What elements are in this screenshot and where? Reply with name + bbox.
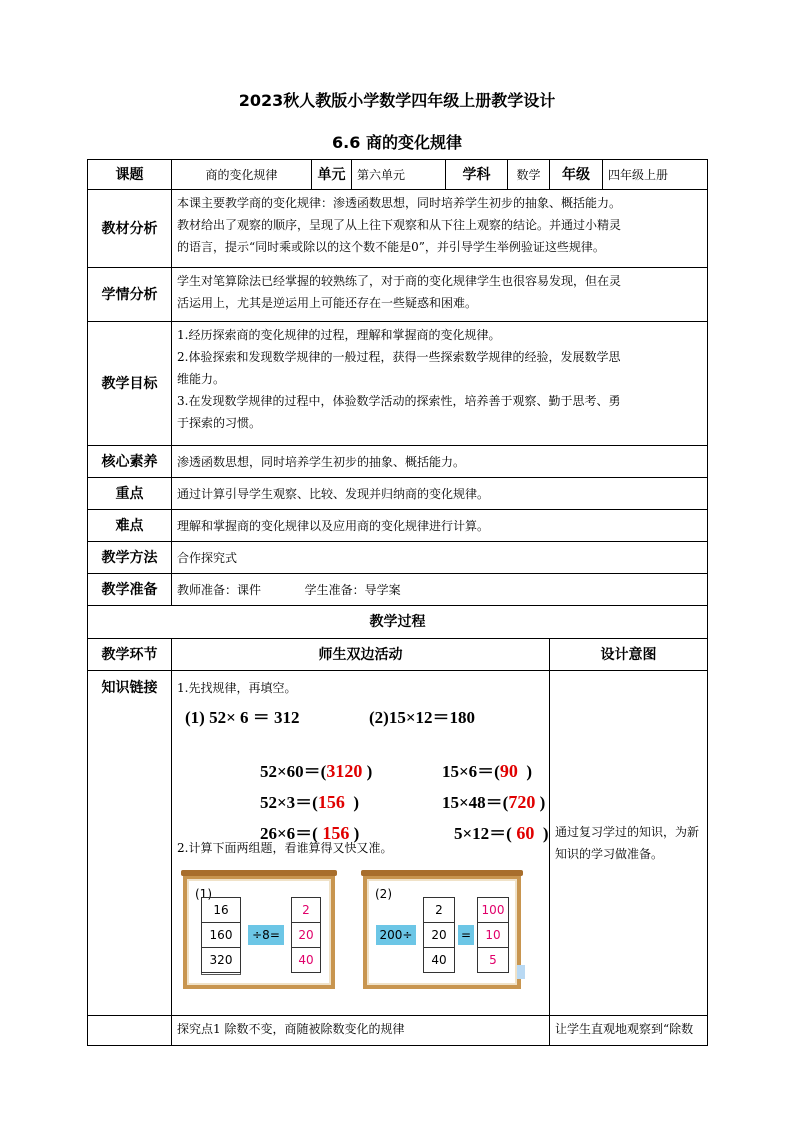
col-activity: 师生双边活动 — [172, 639, 550, 671]
row-label: 核心素养 — [88, 446, 172, 478]
row-content — [172, 268, 708, 322]
grade-label: 年级 — [550, 160, 603, 190]
equation-row — [177, 769, 546, 812]
unit-label: 单元 — [312, 160, 352, 190]
row-content — [172, 322, 708, 446]
number-cell: 160 — [201, 922, 241, 948]
answer: 156 — [317, 823, 350, 843]
answer: 720 — [508, 792, 536, 812]
answer: 90 — [499, 761, 518, 781]
question-1: 1.先找规律，再填空。 — [177, 681, 297, 695]
number-cell: 40 — [423, 947, 455, 973]
picture-tag: (1) — [195, 887, 212, 901]
paren: ) — [534, 824, 549, 843]
number-cell: 16 — [201, 897, 241, 923]
row-content: 渗透函数思想，同时培养学生初步的抽象、概括能力。 — [172, 446, 708, 478]
paren: ) — [517, 762, 533, 781]
equation-right: 15×48＝( — [442, 793, 509, 812]
equation-right: 15×6＝( — [442, 762, 500, 781]
row-student-analysis — [88, 268, 708, 322]
text-line: 的语言，提示“同时乘或除以的这个数不能是0”，并引导学生举例验证这些规律。 — [177, 240, 605, 254]
result-cell: 5 — [477, 947, 509, 973]
text-line: 本课主要教学商的变化规律：渗透函数思想，同时培养学生初步的抽象、概括能力。 — [177, 196, 622, 210]
number-cell: 2 — [423, 897, 455, 923]
row-label: 难点 — [88, 510, 172, 542]
row-content: 通过计算引导学生观察、比较、发现并归纳商的变化规律。 — [172, 478, 708, 510]
equation-row — [177, 800, 549, 843]
paren: ) — [349, 824, 360, 843]
result-cell: 20 — [291, 922, 321, 948]
equation-row — [177, 738, 544, 781]
row-difficulty — [88, 510, 708, 542]
pictures-area — [177, 869, 544, 989]
subject-label: 学科 — [446, 160, 508, 190]
text-line: 维能力。 — [177, 372, 226, 386]
text-line: 于探索的习惯。 — [177, 416, 262, 430]
row-content: 理解和掌握商的变化规律以及应用商的变化规律进行计算。 — [172, 510, 708, 542]
text-line: 1.经历探索商的变化规律的过程，理解和掌握商的变化规律。 — [177, 328, 501, 342]
200-divide-sign: 200÷ — [375, 924, 417, 946]
frame-top — [361, 870, 523, 876]
lesson-plan-table — [87, 159, 708, 1046]
result-cell: 40 — [291, 947, 321, 973]
process-columns-row — [88, 639, 708, 671]
equation-right: 5×12＝( — [454, 824, 512, 843]
text-line: 通过复习学过的知识，为新 — [555, 825, 700, 839]
grade-value: 四年级上册 — [603, 160, 708, 190]
knowledge-intent — [550, 671, 708, 1016]
empty-cell — [88, 1016, 172, 1046]
text-line: 教材给出了观察的顺序，呈现了从上往下观察和从下往上观察的结论。并通过小精灵 — [177, 218, 622, 232]
number-cell: 20 — [423, 922, 455, 948]
teacher-prep: 教师准备：课件 — [177, 582, 262, 597]
paren: ) — [535, 793, 546, 812]
text-line: 学生对笔算除法已经掌握的较熟练了，对于商的变化规律学生也很容易发现，但在灵 — [177, 274, 622, 288]
paren: ) — [362, 762, 373, 781]
result-cell: 100 — [477, 897, 509, 923]
exercise-picture-2 — [363, 875, 521, 989]
knowledge-content — [172, 671, 550, 1016]
text-line: 3.在发现数学规律的过程中，体验数学活动的探索性，培养善于观察、勤于思考、勇 — [177, 394, 621, 408]
topic-label: 课题 — [88, 160, 172, 190]
row-knowledge-link — [88, 671, 708, 1016]
result-cell: 2 — [291, 897, 321, 923]
process-header: 教学过程 — [88, 606, 708, 639]
row-content — [172, 574, 708, 606]
subject-value: 数学 — [508, 160, 550, 190]
row-label: 教学准备 — [88, 574, 172, 606]
divide-by-8-sign: ÷8= — [247, 924, 285, 946]
paren: ) — [344, 793, 360, 812]
decoration — [517, 965, 525, 979]
equation-left: 52×60＝( — [260, 762, 327, 781]
equation-right: (2)15×12＝180 — [369, 708, 476, 727]
topic-value: 商的变化规律 — [172, 160, 312, 190]
row-content: 合作探究式 — [172, 542, 708, 574]
frame-top — [181, 870, 337, 876]
text-line: 2.体验探索和发现数学规律的一般过程，获得一些探索数学规律的经验，发展数学思 — [177, 350, 621, 364]
row-textbook-analysis — [88, 190, 708, 268]
student-prep: 学生准备：导学案 — [304, 582, 401, 597]
process-header-row — [88, 606, 708, 639]
unit-value: 第六单元 — [352, 160, 446, 190]
equals-sign: = — [457, 924, 475, 946]
document-title: 2023秋人教版小学数学四年级上册教学设计 — [238, 91, 556, 110]
col-intent: 设计意图 — [550, 639, 708, 671]
lesson-subtitle: 6.6 商的变化规律 — [332, 133, 462, 152]
row-label: 教材分析 — [88, 190, 172, 268]
text-line: 知识的学习做准备。 — [555, 847, 664, 861]
row-label: 重点 — [88, 478, 172, 510]
equation-block — [177, 707, 549, 843]
result-cell: 10 — [477, 922, 509, 948]
row-core-literacy — [88, 446, 708, 478]
equation-left: 26×6＝( — [260, 824, 318, 843]
equation-left: (1) 52× 6 ＝ 312 — [185, 708, 300, 727]
row-method — [88, 542, 708, 574]
answer: 60 — [511, 823, 535, 843]
answer: 3120 — [326, 761, 363, 781]
row-label: 知识链接 — [88, 671, 172, 1016]
col-stage: 教学环节 — [88, 639, 172, 671]
number-cell: 320 — [201, 947, 241, 973]
row-content — [172, 190, 708, 268]
exercise-picture-1 — [183, 875, 335, 989]
row-key-point — [88, 478, 708, 510]
explore-activity: 探究点1 除数不变，商随被除数变化的规律 — [172, 1016, 550, 1046]
info-row — [88, 160, 708, 190]
equation-left: 52×3＝( — [260, 793, 318, 812]
equation-row — [177, 707, 544, 738]
answer: 156 — [317, 792, 345, 812]
explore-intent: 让学生直观地观察到“除数 — [550, 1016, 708, 1046]
row-explore-1 — [88, 1016, 708, 1046]
row-label: 学情分析 — [88, 268, 172, 322]
row-preparation — [88, 574, 708, 606]
row-teaching-goals — [88, 322, 708, 446]
row-label: 教学目标 — [88, 322, 172, 446]
question-2: 2.计算下面两组题，看谁算得又快又准。 — [177, 841, 393, 855]
picture-tag: (2) — [375, 887, 392, 901]
text-line: 活运用上，尤其是逆运用上可能还存在一些疑惑和困难。 — [177, 296, 478, 310]
row-label: 教学方法 — [88, 542, 172, 574]
